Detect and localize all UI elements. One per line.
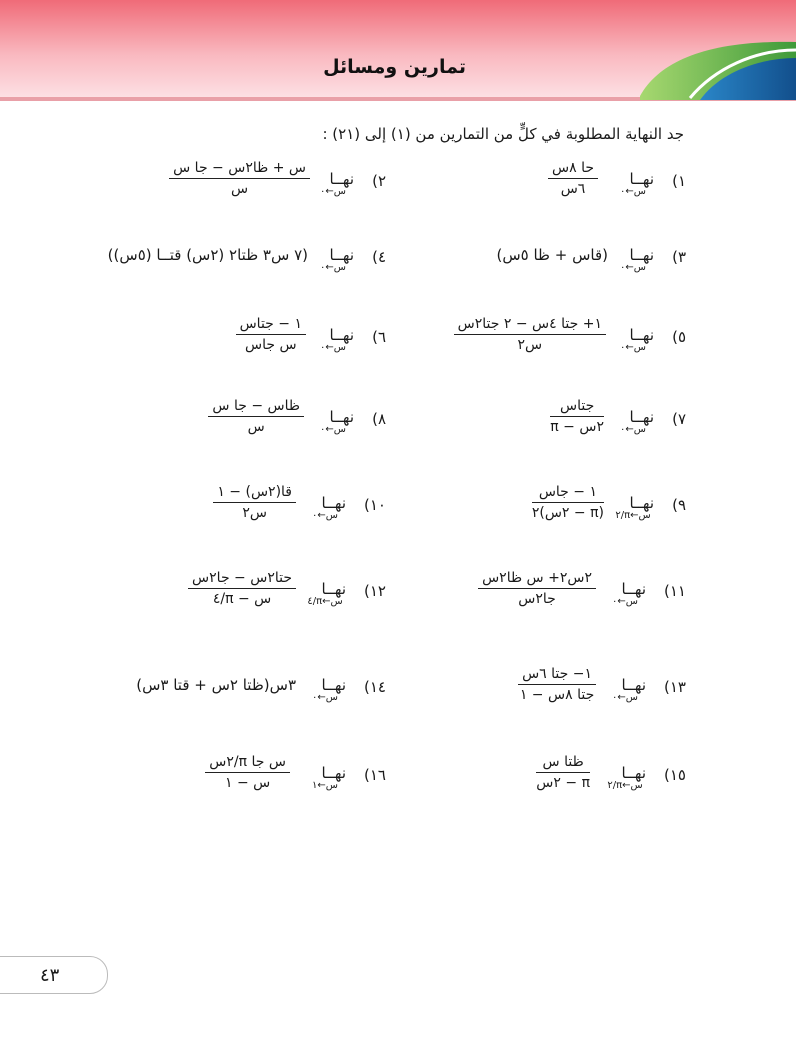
- limit-operator: نهــا س←π/٢: [615, 494, 654, 521]
- exercise-16: [126, 752, 386, 822]
- fraction: حتا٢س − جا٢س س − π/٤: [188, 570, 296, 607]
- exercise-2: [106, 160, 386, 230]
- exercise-10: [126, 484, 386, 554]
- limit-operator: نهــا س←٠: [320, 408, 354, 435]
- limit-operator: نهــا س←٠: [612, 580, 646, 607]
- exercise-number: ١٣): [664, 678, 686, 696]
- exercise-7: [426, 398, 686, 468]
- exercise-number: ٥): [672, 328, 686, 346]
- exercise-number: ١٤): [364, 678, 386, 696]
- exercise-number: ١٢): [364, 582, 386, 600]
- limit-operator: نهــا س←١: [312, 764, 346, 791]
- limit-operator: نهــا س←٠: [320, 246, 354, 273]
- exercise-5: [426, 316, 686, 386]
- page-title: تمارين ومسائل: [323, 56, 466, 78]
- fraction: ١ − جاس (π − ٢س)٢: [531, 484, 604, 521]
- fraction: ٢س٢+ س ظا٢س جا٢س: [478, 570, 596, 607]
- fraction: قا(٢س) − ١ س٢: [213, 484, 296, 521]
- fraction: ظتا س π − ٢س: [536, 754, 590, 791]
- exercise-12: [126, 570, 386, 640]
- fraction: س جا π/٢س س − ١: [205, 754, 290, 791]
- exercise-number: ١٠): [364, 496, 386, 514]
- expression: (٧ س٣ ظتا٢ (٢س) قتــا (٥س)): [107, 246, 308, 264]
- fraction: س + ظا٢س − جا س س: [169, 160, 310, 197]
- exercise-number: ٧): [672, 410, 686, 428]
- exercise-number: ٢): [372, 172, 386, 190]
- exercise-11: [426, 570, 686, 640]
- exercise-number: ٨): [372, 410, 386, 428]
- fraction: ١− جتا ٦س جتا ٨س − ١: [519, 666, 595, 703]
- fraction: جتاس ٢س − π: [550, 398, 604, 435]
- fraction: ظاس − جا س س: [208, 398, 304, 435]
- exercise-4: [76, 240, 386, 310]
- page-number: ٤٣: [40, 965, 60, 986]
- exercise-number: ٤): [372, 248, 386, 266]
- exercise-8: [126, 398, 386, 468]
- exercise-number: ٣): [672, 248, 686, 266]
- limit-operator: نهــا س←٠: [620, 326, 654, 353]
- exercise-15: [426, 752, 686, 822]
- expression: ٣س(ظتا ٢س + قتا ٣س): [136, 676, 296, 694]
- fraction: حا ٨س ٦س: [548, 160, 598, 197]
- limit-operator: نهــا س←٠: [620, 246, 654, 273]
- instruction-text: جد النهاية المطلوبة في كلٍّ من التمارين من (١) إلى (٢١) :: [322, 125, 684, 143]
- exercise-14: [96, 666, 386, 736]
- limit-operator: نهــا س←π/٤: [307, 580, 346, 607]
- header-banner: [0, 0, 796, 108]
- exercise-number: ١٦): [364, 766, 386, 784]
- exercise-number: ١٥): [664, 766, 686, 784]
- exercise-6: [126, 316, 386, 386]
- exercise-number: ٦): [372, 328, 386, 346]
- exercise-number: ١): [672, 172, 686, 190]
- fraction: ١+ جتا ٤س − ٢ جتا٢س س٢: [454, 316, 606, 353]
- exercise-9: [426, 484, 686, 554]
- limit-operator: نهــا س←٠: [312, 676, 346, 703]
- banner-graphic: [0, 0, 796, 108]
- exercise-3: [426, 240, 686, 310]
- expression: (قاس + ظا ٥س): [496, 246, 608, 264]
- limit-operator: نهــا س←٠: [620, 170, 654, 197]
- limit-operator: نهــا س←٠: [320, 326, 354, 353]
- limit-operator: نهــا س←π/٢: [607, 764, 646, 791]
- limit-operator: نهــا س←٠: [312, 494, 346, 521]
- exercise-number: ٩): [672, 496, 686, 514]
- limit-operator: نهــا س←٠: [620, 408, 654, 435]
- exercise-13: [426, 666, 686, 736]
- limit-operator: نهــا س←٠: [612, 676, 646, 703]
- exercise-1: [426, 160, 686, 230]
- limit-operator: نهــا س←٠: [320, 170, 354, 197]
- exercise-number: ١١): [664, 582, 686, 600]
- fraction: ١ − جتاس س جاس: [236, 316, 306, 353]
